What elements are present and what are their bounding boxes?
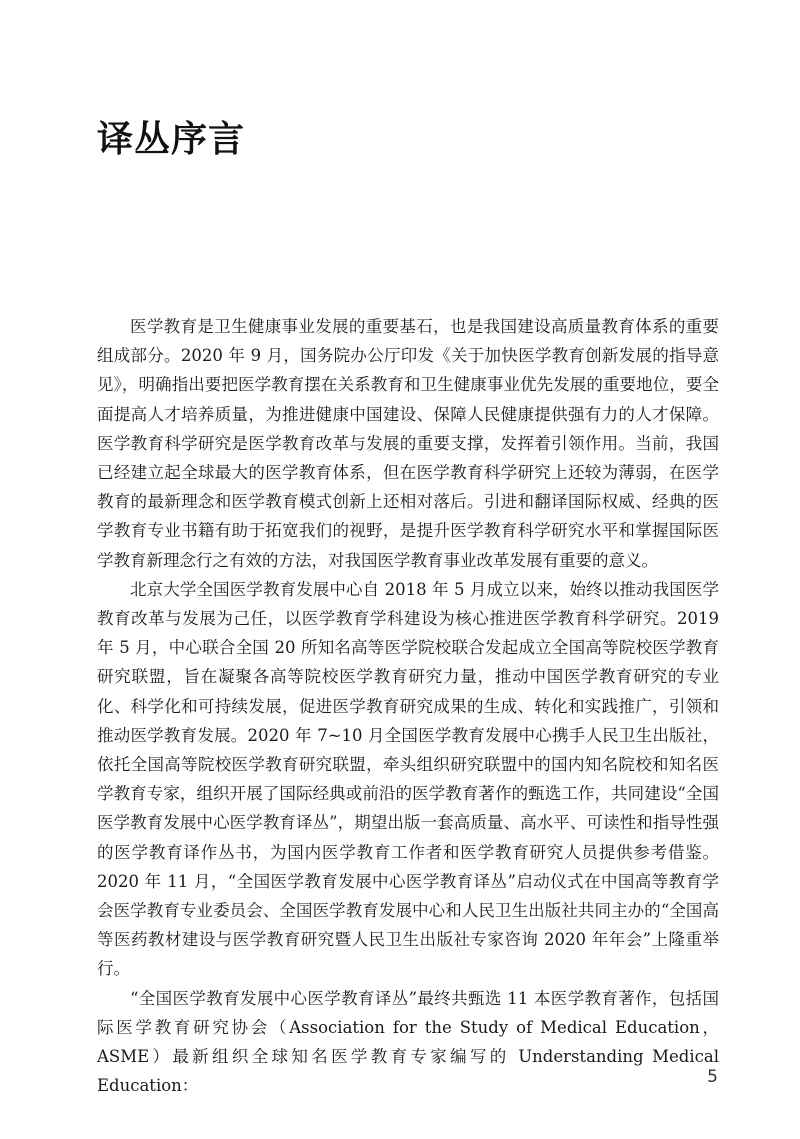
paragraph-1: 医学教育是卫生健康事业发展的重要基石，也是我国建设高质量教育体系的重要组成部分。2020 年 9 月，国务院办公厅印发《关于加快医学教育创新发展的指导意见》，明确指出要把医学教育摆在关系教育和卫生健康事业优先发展的重要地位，要全面提高人才培养质量，为推进健康中国建设、保障人民健康提供强有力的人才保障。医学教育科学研究是医学教育改革与发展的重要支撑，发挥着引领作用。当前，我国已经建立起全球最大的医学教育体系，但在医学教育科学研究上还较为薄弱，在医学教育的最新理念和医学教育模式创新上还相对落后。引进和翻译国际权威、经典的医学教育专业书籍有助于拓宽我们的视野，是提升医学教育科学研究水平和掌握国际医学教育新理念行之有效的方法，对我国医学教育事业改革发展有重要的意义。 xyxy=(97,317,719,570)
body-text xyxy=(97,312,719,1100)
paragraph-3: “全国医学教育发展中心医学教育译丛”最终共甄选 11 本医学教育著作，包括国际医学教育研究协会（Association for the Study of Medical Education，ASME）最新组织全球知名医学教育专家编写的 Understanding Medical Education： xyxy=(97,988,719,1096)
paragraph-2: 北京大学全国医学教育发展中心自 2018 年 5 月成立以来，始终以推动我国医学教育改革与发展为己任，以医学教育学科建设为核心推进医学教育科学研究。2019 年 5 月，中心联合全国 20 所知名高等医学院校联合发起成立全国高等院校医学教育研究联盟，旨在凝聚各高等院校医学教育研究力量，推动中国医学教育研究的专业化、科学化和可持续发展，促进医学教育研究成果的生成、转化和实践推广，引领和推动医学教育发展。2020 年 7~10 月全国医学教育发展中心携手人民卫生出版社，依托全国高等院校医学教育研究联盟，牵头组织研究联盟中的国内知名院校和知名医学教育专家，组织开展了国际经典或前沿的医学教育著作的甄选工作，共同建设“全国医学教育发展中心医学教育译丛”，期望出版一套高质量、高水平、可读性和指导性强的医学教育译作丛书，为国内医学教育工作者和医学教育研究人员提供参考借鉴。2020 年 11 月，“全国医学教育发展中心医学教育译丛”启动仪式在中国高等教育学会医学教育专业委员会、全国医学教育发展中心和人民卫生出版社共同主办的“全国高等医药教材建设与医学教育研究暨人民卫生出版社专家咨询 2020 年年会”上隆重举行。 xyxy=(97,579,719,979)
page-number: 5 xyxy=(707,1067,718,1087)
page-title: 译丛序言 xyxy=(97,119,246,160)
